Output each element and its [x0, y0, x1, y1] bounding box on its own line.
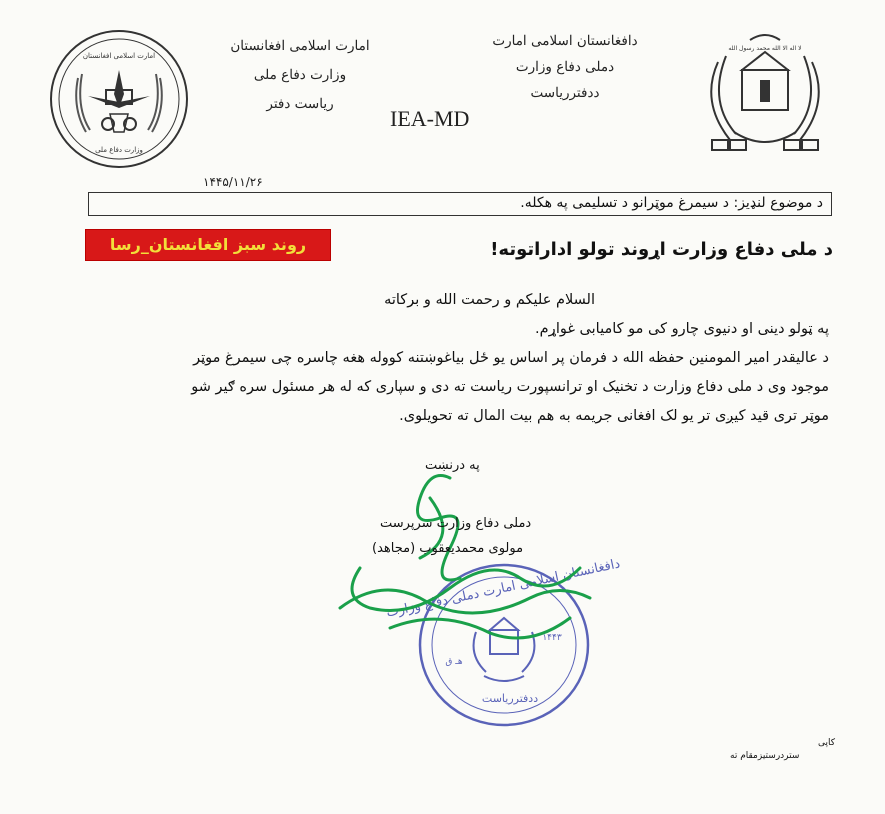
body-line: په ټولو دینی او دنیوی چارو کی مو کامیابی غواړم. — [535, 321, 829, 337]
header-right-line: ددفترریاست — [530, 85, 600, 101]
svg-text:وزارت دفاع ملی: وزارت دفاع ملی — [95, 146, 143, 154]
header-right-line: دملی دفاع وزارت — [515, 59, 615, 75]
emirate-emblem-icon — [690, 22, 840, 162]
body-line: موټر تری قید کیږی تر یو لک افغانی جریمه به هم بیت المال ته تحویلوی. — [399, 408, 829, 424]
body-line: د عالیقدر امیر المومنین حفظه الله د فرمان پر اساس یو ځل بیاغوښتنه کووله هغه چاسره چی سیمرغ موټر — [193, 350, 829, 366]
svg-text:لا اله الا الله محمد رسول الله: لا اله الا الله محمد رسول الله — [728, 45, 802, 52]
header-right-block — [470, 28, 660, 106]
document-date: ۱۴۴۵/۱۱/۲۶ — [203, 175, 263, 189]
cc-label: کاپی — [818, 738, 836, 748]
header-left-block — [206, 32, 394, 119]
ministry-emblem-icon — [48, 28, 190, 170]
addressee-heading: د ملی دفاع وزارت اړوند تولو اداراتوته! — [490, 239, 833, 260]
header-right-line: دافغانستان اسلامی امارت — [492, 33, 638, 49]
svg-text:امارت اسلامی افغانستان: امارت اسلامی افغانستان — [82, 52, 156, 60]
reference-code: IEA-MD — [390, 106, 470, 131]
signature-icon — [300, 458, 600, 658]
signatory-name: مولوی محمدیعقوب (مجاهد) — [372, 541, 524, 556]
subject-box: د موضوع لنډیز: د سیمرغ موټرانو د تسلیمی په هکله. — [88, 192, 832, 216]
svg-text:ددفترریاست: ددفترریاست — [481, 692, 539, 705]
header-left-line: امارت اسلامی افغانستان — [230, 38, 370, 54]
svg-text:۱۴۴۳: ۱۴۴۳ — [542, 633, 562, 643]
header-left-line: ریاست دفتر — [266, 96, 334, 112]
svg-text:هـ ق: هـ ق — [445, 657, 463, 667]
body-line: موجود وی د ملی دفاع وزارت د تخنیک او ترانسپورت ریاست ته دی و سپاری که له هر مسئول سره ګیر شو — [191, 379, 829, 395]
signatory-title: دملی دفاع وزارت سرپرست — [380, 516, 532, 531]
header-left-line: وزارت دفاع ملی — [253, 67, 347, 83]
cc-recipient: ستردرستیزمقام ته — [730, 751, 800, 761]
svg-text:دافغانستان اسلامی امارت دملی د: دافغانستان اسلامی امارت دملی دفاع وزارت — [385, 556, 622, 621]
closing-regards: په درنښت — [425, 458, 480, 473]
watermark-banner: روند سبز افغانستان_رسا — [85, 229, 331, 261]
greeting-line: السلام علیکم و رحمت الله و برکاته — [384, 292, 595, 308]
